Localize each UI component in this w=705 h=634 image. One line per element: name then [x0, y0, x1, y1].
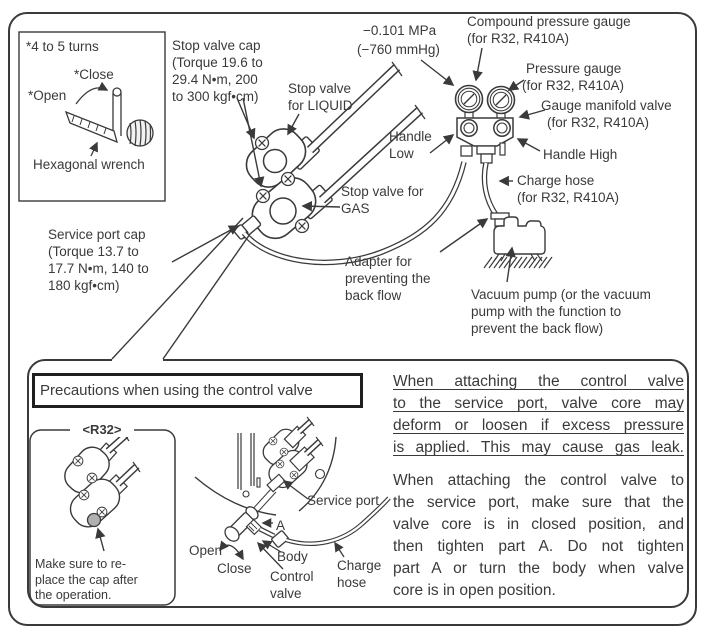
r32-note	[35, 557, 138, 604]
warning-line: part A or turn the body when valve	[393, 560, 684, 577]
label-line: preventing the	[345, 271, 431, 286]
label-line: (for R32, R410A)	[547, 115, 650, 130]
turns-label: *4 to 5 turns	[26, 39, 99, 54]
label-line: hose	[337, 575, 367, 590]
label-line: (for R32, R410A)	[517, 190, 620, 205]
label-line: Charge	[337, 558, 382, 573]
label-line: Gauge manifold valve	[541, 98, 672, 113]
handle-low-label	[389, 128, 432, 162]
adapter-label	[345, 253, 431, 304]
control-valve-label	[270, 568, 314, 602]
label-line: Control	[270, 569, 314, 584]
compound-gauge-label	[467, 13, 631, 47]
open-label: *Open	[28, 88, 67, 103]
label-line: valve	[270, 586, 302, 601]
close-label: *Close	[74, 67, 114, 82]
part-a-label: A	[276, 518, 286, 533]
label-line: (Torque 19.6 to	[172, 55, 263, 70]
label-line: Charge hose	[517, 173, 595, 188]
label-line: Vacuum pump (or the vacuum	[471, 287, 651, 302]
label-line: 180 kgf•cm)	[48, 278, 120, 293]
note-line: Make sure to re-	[35, 557, 127, 571]
label-line: Low	[389, 146, 414, 161]
service-port-cap-label	[48, 226, 149, 294]
charge-hose-small-label	[337, 557, 381, 591]
label-line: back flow	[345, 288, 402, 303]
r32-tag: <R32>	[73, 422, 131, 437]
label-line: Stop valve cap	[172, 38, 261, 53]
label-line: (for R32, R410A)	[522, 78, 625, 93]
vacuum-pump	[484, 213, 552, 268]
label-line: to 300 kgf•cm)	[172, 89, 259, 104]
vacuum-pump-label	[471, 286, 651, 337]
label-line: GAS	[341, 201, 370, 216]
label-line: for LIQUID	[288, 98, 353, 113]
close-valve-label: Close	[217, 561, 252, 576]
note-line: the operation.	[35, 588, 112, 602]
label-line: pump with the function to	[471, 304, 622, 319]
precautions-text-column	[393, 371, 684, 602]
label-line: Compound pressure gauge	[467, 14, 631, 29]
label-line: (Torque 13.7 to	[48, 244, 139, 259]
precautions-title: Precautions when using the control valve	[40, 382, 313, 399]
label-line: Service port cap	[48, 227, 146, 242]
stop-valve-liquid-label	[288, 80, 353, 114]
warning-line: is applied. This may cause gas leak.	[393, 439, 684, 456]
label-line: Stop valve for	[341, 184, 424, 199]
label-line: (for R32, R410A)	[467, 31, 570, 46]
label-line: Adapter for	[345, 254, 412, 269]
stop-valve-gas-label	[341, 183, 424, 217]
vacuum-reading-mmhg: (−760 mmHg)	[357, 42, 440, 57]
warning-line: then tighten part A. Do not tighten	[393, 538, 684, 555]
label-line: prevent the back flow)	[471, 321, 604, 336]
hexagonal-wrench-label: Hexagonal wrench	[33, 157, 145, 172]
warning-line: When attaching the control valve	[393, 373, 684, 390]
warning-underlined-paragraph	[393, 371, 684, 459]
label-line: Stop valve	[288, 81, 352, 96]
warning-line: the service port, make sure that the	[393, 494, 684, 511]
stop-valve-cap-label	[172, 37, 263, 105]
warning-line: valve core is in closed position, and	[393, 516, 684, 533]
precautions-title-box	[32, 373, 363, 408]
ground-hatching	[484, 257, 552, 268]
handle-high-label: Handle High	[543, 147, 618, 162]
body-label: Body	[277, 549, 308, 564]
service-port-cap-gray	[88, 514, 101, 527]
warning-line: core is in open position.	[393, 582, 556, 599]
warning-line: When attaching the control valve to	[393, 472, 684, 489]
open-valve-label: Open	[189, 543, 223, 558]
charge-hose-label	[517, 172, 619, 206]
warning-normal-paragraph	[393, 470, 684, 602]
label-line: Pressure gauge	[526, 61, 622, 76]
gauge-manifold	[456, 86, 515, 216]
pressure-gauge-label	[522, 60, 625, 94]
note-line: place the cap after	[35, 572, 138, 587]
label-line: 29.4 N•m, 200	[172, 72, 258, 87]
manifold-valve-label	[541, 97, 672, 131]
label-line: 17.7 N•m, 140 to	[48, 261, 149, 276]
wrench-inset-illustration	[19, 32, 165, 201]
vacuum-reading-mpa: −0.101 MPa	[363, 23, 437, 38]
label-line: Handle	[389, 129, 432, 144]
warning-line: deform or loosen if excess pressure	[393, 417, 684, 434]
warning-line: to the service port, valve core may	[393, 395, 684, 412]
service-port-label: Service port	[307, 493, 380, 508]
